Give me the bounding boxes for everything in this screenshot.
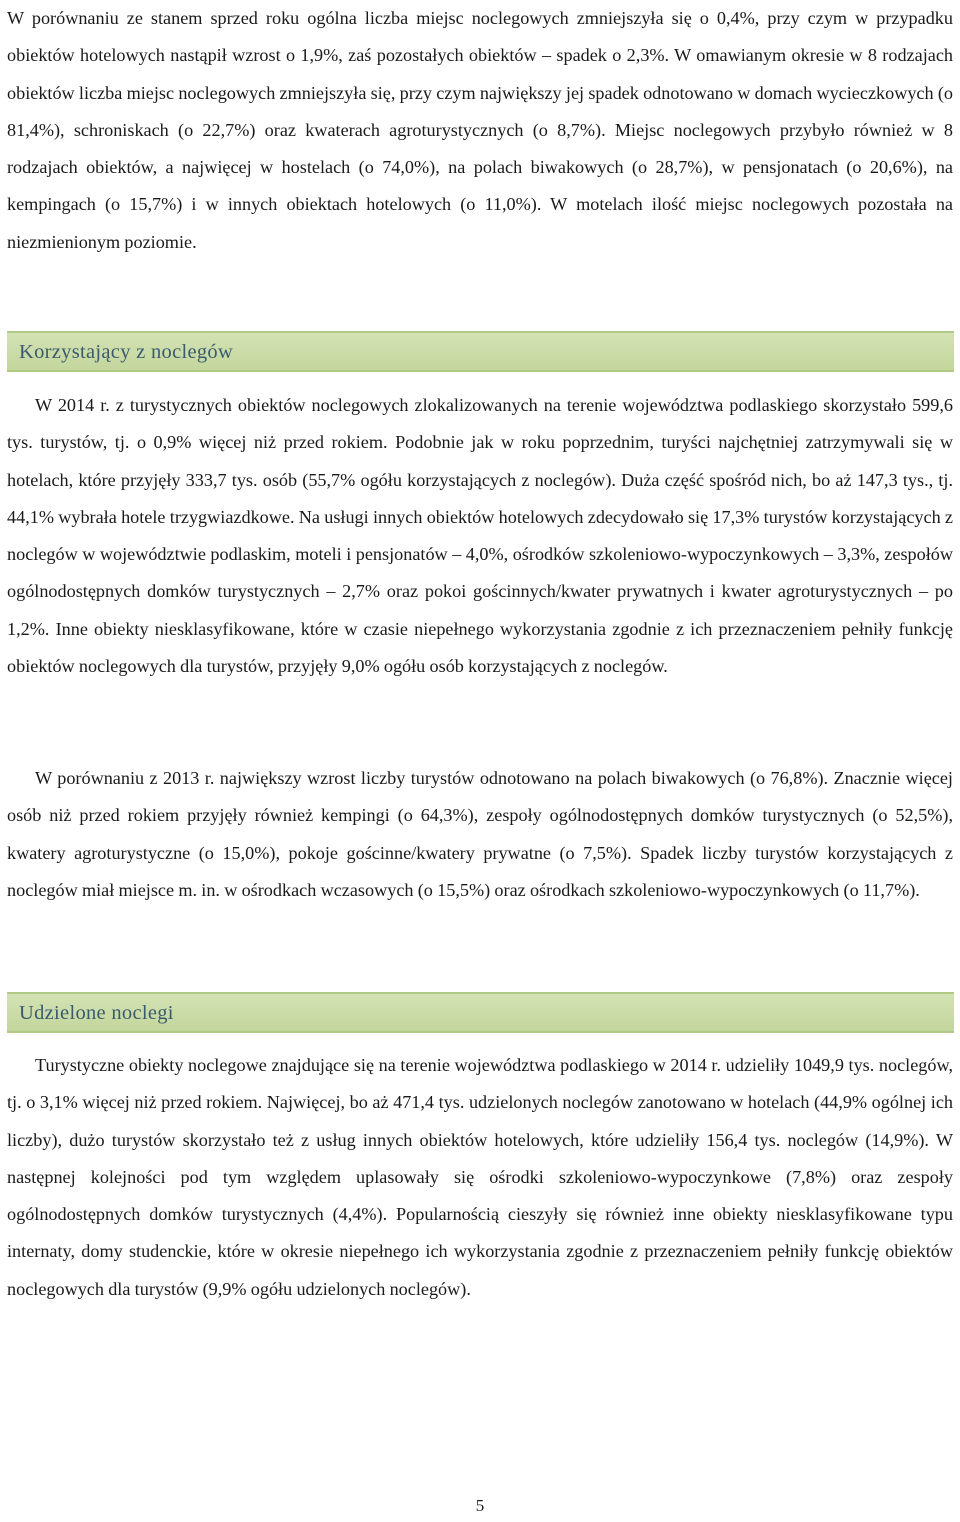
- intro-paragraph: W porównaniu ze stanem sprzed roku ogólna liczba miejsc noclegowych zmniejszyła się o 0,4%, przy czym w przypadku obiektów hotelowych nastąpił wzrost o 1,9%, zaś pozostałych obiektów – spadek o 2,3%. W omawianym okresie w 8 rodzajach obiektów liczba miejsc noclegowych zmniejszyła się, przy czym największy jej spadek odnotowano w domach wycieczkowych (o 81,4%), schroniskach (o 22,7%) oraz kwaterach agroturystycznych (o 8,7%). Miejsc noclegowych przybyło również w 8 rodzajach obiektów, a najwięcej w hostelach (o 74,0%), na polach biwakowych (o 28,7%), w pensjonatach (o 20,6%), na kempingach (o 15,7%) i w innych obiektach hotelowych (o 11,0%). W motelach ilość miejsc noclegowych pozostała na niezmienionym poziomie.: [7, 8, 953, 252]
- section-header-korzystajacy: [7, 331, 954, 372]
- body-paragraph: Turystyczne obiekty noclegowe znajdujące się na terenie województwa podlaskiego w 2014 r. udzieliły 1049,9 tys. noclegów, tj. o 3,1% więcej niż przed rokiem. Najwięcej, bo aż 471,4 tys. udzielonych noclegów zanotowano w hotelach (44,9% ogólnej ich liczby), dużo turystów skorzystało też z usług innych obiektów hotelowych, które udzieliły 156,4 tys. noclegów (14,9%). W następnej kolejności pod tym względem uplasowały się ośrodki szkoleniowo-wypoczynkowe (7,8%) oraz zespoły ogólnodostępnych domków turystycznych (4,4%). Popularnością cieszyły się również inne obiekty niesklasyfikowane typu internaty, domy studenckie, które w okresie niepełnego ich wykorzystania zgodnie z przeznaczeniem pełniły funkcję obiektów noclegowych dla turystów (9,9% ogółu udzielonych noclegów).: [7, 1055, 953, 1299]
- section-header-udzielone: [7, 992, 954, 1033]
- section-title: Udzielone noclegi: [19, 1002, 174, 1024]
- body-paragraph: W 2014 r. z turystycznych obiektów noclegowych zlokalizowanych na terenie województwa podlaskiego skorzystało 599,6 tys. turystów, tj. o 0,9% więcej niż przed rokiem. Podobnie jak w roku poprzednim, turyści najchętniej zatrzymywali się w hotelach, które przyjęły 333,7 tys. osób (55,7% ogółu korzystających z noclegów). Duża część spośród nich, bo aż 147,3 tys., tj. 44,1% wybrała hotele trzygwiazdkowe. Na usługi innych obiektów hotelowych zdecydowało się 17,3% turystów korzystających z noclegów w województwie podlaskim, moteli i pensjonatów – 4,0%, ośrodków szkoleniowo-wypoczynkowych – 3,3%, zespołów ogólnodostępnych domków turystycznych – 2,7% oraz pokoi gościnnych/kwater prywatnych i kwater agroturystycznych – po 1,2%. Inne obiekty niesklasyfikowane, które w czasie niepełnego wykorzystania zgodnie z ich przeznaczeniem pełniły funkcję obiektów noclegowych dla turystów, przyjęły 9,0% ogółu osób korzystających z noclegów.: [7, 395, 953, 677]
- section-title: Korzystający z noclegów: [19, 341, 234, 363]
- page-number: 5: [475, 1496, 485, 1515]
- body-paragraph: W porównaniu z 2013 r. największy wzrost liczby turystów odnotowano na polach biwakowych (o 76,8%). Znacznie więcej osób niż przed rokiem przyjęły również kempingi (o 64,3%), zespoły ogólnodostępnych domków turystycznych (o 52,5%), kwatery agroturystyczne (o 15,0%), pokoje gościnne/kwatery prywatne (o 7,5%). Spadek liczby turystów korzystających z noclegów miał miejsce m. in. w ośrodkach wczasowych (o 15,5%) oraz ośrodkach szkoleniowo-wypoczynkowych (o 11,7%).: [7, 768, 953, 900]
